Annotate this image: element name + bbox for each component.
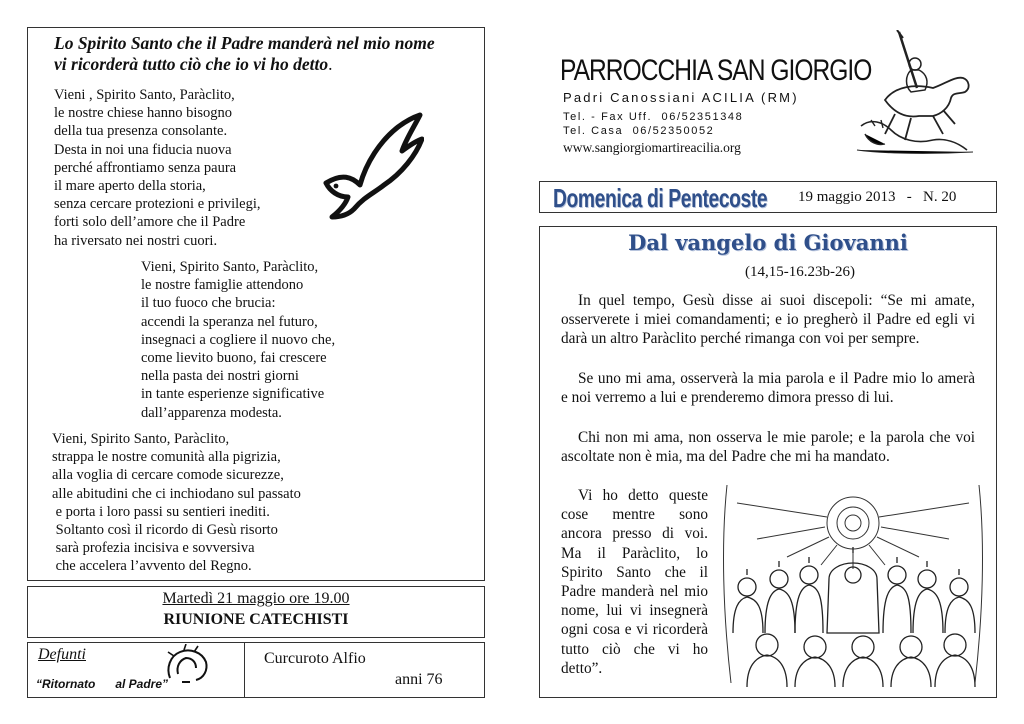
meeting-title: RIUNIONE CATECHISTI [163, 611, 349, 628]
prayer-stanza-3: Vieni, Spirito Santo, Paràclito, strappa le nostre comunità alla pigrizia, alla voglia di cercare comode sicurezze, alle abitudini che ci inchiodano sul passato e porta i loro passi su sentieri inediti. Soltanto così il ricordo di Gesù risorto sarà profezia incisiva e sovversiva che accelera l’avvento del Regno. [52, 431, 301, 575]
meeting-date: Martedì 21 maggio ore 19.00 [162, 590, 350, 607]
prayer-title [54, 33, 484, 75]
defunti-label: Defunti [38, 646, 86, 663]
parish-website[interactable]: www.sangiorgiomartireacilia.org [563, 140, 741, 155]
defunti-icon [160, 644, 212, 684]
returned-label: “Ritornato al Padre” [36, 677, 169, 691]
parish-phone-office: Tel. - Fax Uff. 06/52351348 [563, 111, 744, 123]
prayer-title-line2: vi ricorderà tutto ciò che io vi ho detto [54, 54, 329, 74]
pentecost-illustration [717, 483, 989, 689]
gospel-reference: (14,15-16.23b-26) [745, 264, 855, 280]
prayer-stanza-2: Vieni, Spirito Santo, Paràclito, le nostre famiglie attendono il tuo fuoco che brucia: accendi la speranza nel futuro, insegnaci a cogliere il nuovo che, come lievito buono, fai crescere nella pasta dei nostri giorni in tante esperienze significative dall’apparenza modesta. [141, 259, 336, 421]
prayer-title-line1: Lo Spirito Santo che il Padre manderà nel mio nome [54, 33, 435, 53]
parish-subtitle: Padri Canossiani ACILIA (RM) [563, 90, 799, 105]
prayer-title-end: . [328, 54, 333, 74]
gospel-paragraph-2: Se uno mi ama, osserverà la mia parola e il Padre mio lo amerà e noi verremo a lui e prenderemo dimora presso di lui. [561, 370, 975, 407]
gospel-title: Dal vangelo di Giovanni [628, 230, 908, 255]
issue-date-number: 19 maggio 2013 - N. 20 [798, 189, 957, 205]
dove-icon [322, 111, 424, 221]
parish-title: PARROCCHIA SAN GIORGIO [560, 54, 872, 87]
prayer-stanza-1: Vieni , Spirito Santo, Paràclito, le nostre chiese hanno bisogno della tua presenza consolante. Desta in noi una fiducia nuova perché affrontiamo senza paura il mare aperto della storia, senza cercare protezioni e privilegi, forti solo dell’amore che il Padre ha riversato nei nostri cuori. [54, 87, 261, 249]
saint-george-illustration [855, 30, 975, 156]
parish-phone-home: Tel. Casa 06/52350052 [563, 125, 715, 137]
deceased-name: Curcuroto Alfio [264, 650, 366, 667]
gospel-paragraph-4: Vi ho detto queste cose mentre sono ancora presso di voi. Ma il Paràclito, lo Spirito Santo che il Padre manderà nel mio nome, lui vi insegnerà ogni cosa e vi ricorderà tutto ciò che vi ho detto”. [561, 487, 708, 677]
gospel-paragraph-3: Chi non mi ama, non osserva le mie parole; e la parola che voi ascoltate non è mia, ma del Padre che mi ha mandato. [561, 429, 975, 466]
defunti-divider [244, 642, 245, 698]
sunday-title: Domenica di Pentecoste [553, 183, 768, 213]
deceased-age: anni 76 [395, 671, 443, 688]
gospel-paragraph-1: In quel tempo, Gesù disse ai suoi discepoli: “Se mi amate, osserverete i miei comandamenti; e io pregherò il Padre ed egli vi darà un altro Paràclito perché rimanga con voi per sempre. [561, 292, 975, 348]
